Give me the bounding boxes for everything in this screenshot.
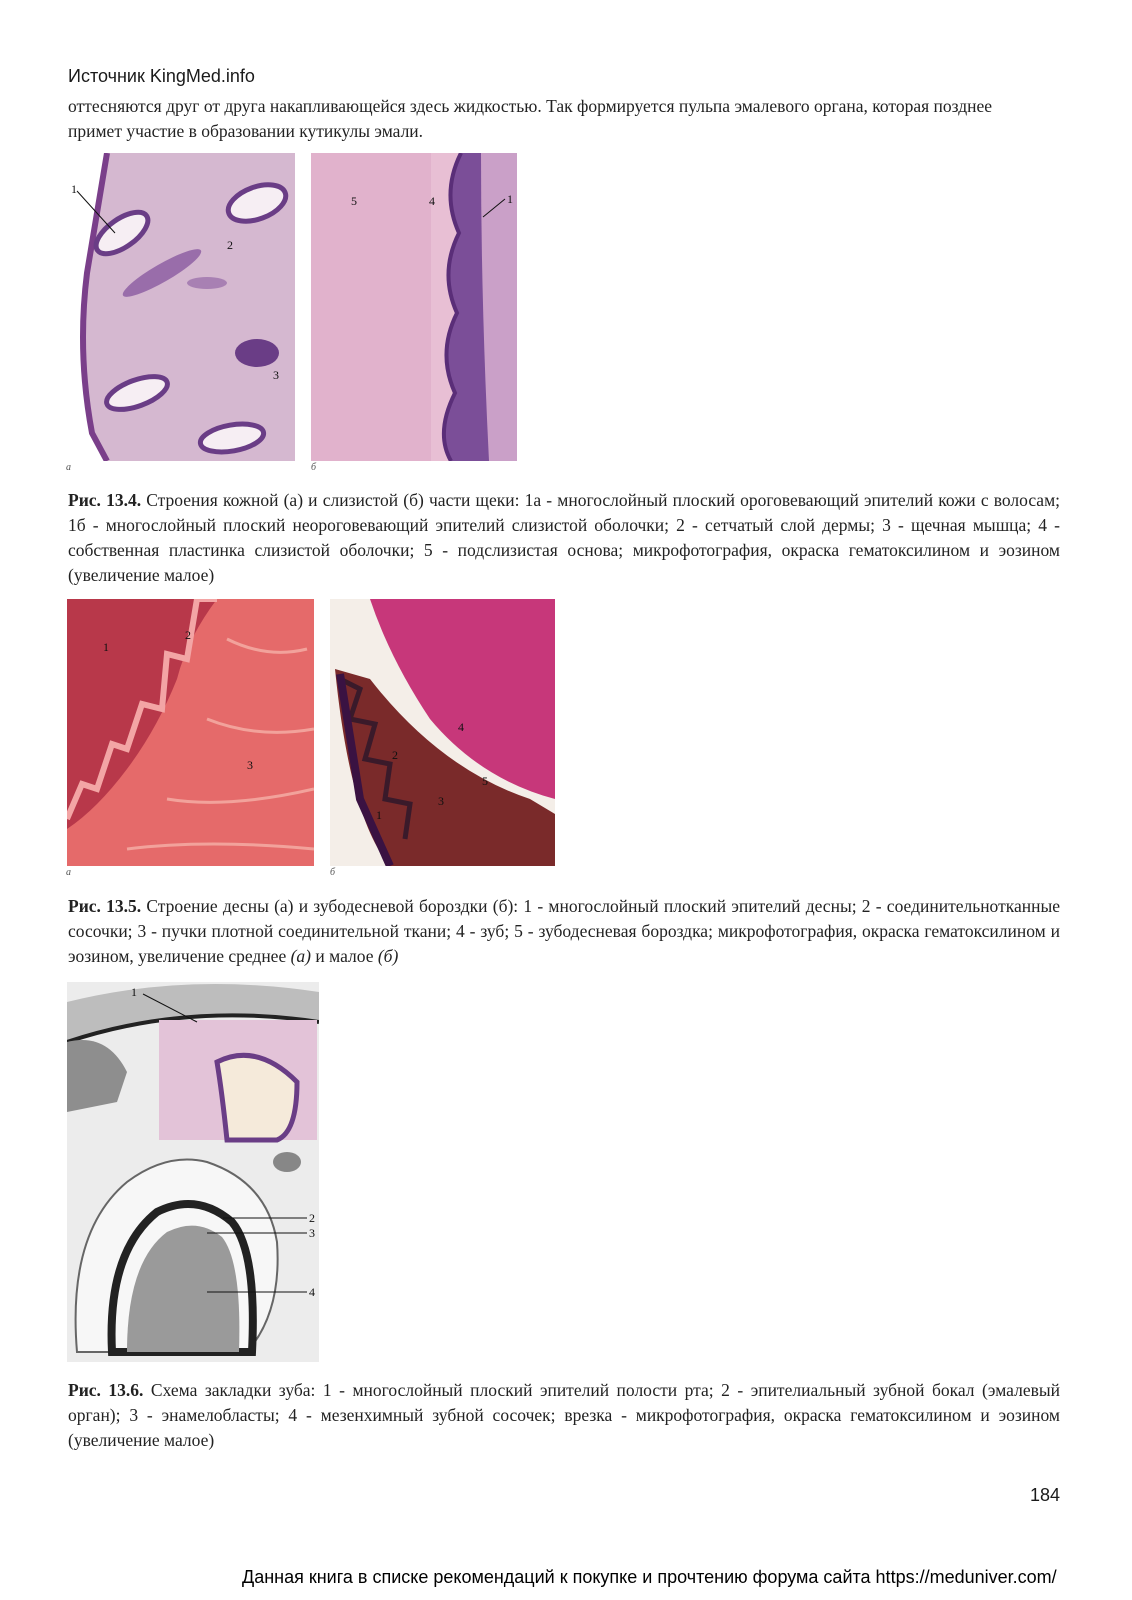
fig-13-4b-label-1: 1 — [507, 192, 513, 206]
fig-13-5b-sublabel: б — [330, 867, 336, 878]
fig-13-5a-label-1: 1 — [103, 640, 109, 654]
fig-13-5-caption-mid: и малое — [311, 946, 378, 966]
fig-13-6-label-1: 1 — [131, 985, 137, 999]
fig-13-5-caption-text: Строение десны (а) и зубодесневой бороздки (б): 1 - многослойный плоский эпителий десны; 2 - соединительнотканные сосочки; 3 - пучки плотной соединительной ткани; 4 - зуб; 5 - зубодесневая бороздка; микрофотография, окраска гематоксилином и эозином, увеличение среднее — [68, 896, 1060, 966]
fig-13-5a-label-2: 2 — [185, 628, 191, 642]
fig-13-6-caption-number: Рис. 13.6. — [68, 1380, 144, 1400]
intro-paragraph: оттесняются друг от друга накапливающейся здесь жидкостью. Так формируется пульпа эмалевого органа, которая позднее примет участие в образовании кутикулы эмали. — [68, 96, 993, 141]
fig-13-6-caption-text: Схема закладки зуба: 1 - многослойный плоский эпителий полости рта; 2 - эпителиальный зубной бокал (эмалевый орган); 3 - энамелобласты; 4 - мезенхимный зубной сосочек; врезка - микрофотография, окраска гематоксилином и эозином (увеличение малое) — [68, 1380, 1060, 1450]
fig-13-6-scheme — [67, 982, 319, 1362]
fig-13-5b-label-5: 5 — [482, 774, 488, 788]
fig-13-4a-label-2: 2 — [227, 238, 233, 252]
source-header: Источник KingMed.info — [68, 66, 255, 86]
page-number: 184 — [1030, 1485, 1061, 1505]
fig-13-4a-label-3: 3 — [273, 368, 279, 382]
fig-13-5-caption-b: (б) — [377, 946, 399, 966]
fig-13-4-caption-text: Строения кожной (а) и слизистой (б) части щеки: 1а - многослойный плоский ороговевающий эпителий кожи с волосам; 1б - многослойный плоский неороговевающий эпителий слизистой оболочки; 2 - сетчатый слой дермы; 3 - щечная мышца; 4 - собственная пластинка слизистой оболочки; 5 - подслизистая основа; микрофотография, окраска гематоксилином и эозином (увеличение малое) — [68, 490, 1060, 585]
fig-13-4-caption — [68, 488, 1060, 588]
fig-13-4b-label-5: 5 — [351, 194, 357, 208]
fig-13-6-label-3: 3 — [309, 1226, 315, 1240]
fig-13-5-caption-number: Рис. 13.5. — [68, 896, 142, 916]
fig-13-5-caption — [68, 894, 1060, 969]
fig-13-5-caption-a: (а) — [290, 946, 312, 966]
fig-13-4b-label-4: 4 — [429, 194, 435, 208]
fig-13-5b-label-1: 1 — [376, 808, 382, 822]
fig-13-5a-sublabel: а — [66, 867, 71, 878]
fig-13-5a-micrograph — [67, 599, 314, 866]
fig-13-4b-sublabel: б — [311, 462, 317, 473]
fig-13-5b-micrograph — [330, 599, 555, 866]
fig-13-4a-micrograph — [67, 153, 295, 461]
fig-13-5b-label-4: 4 — [458, 720, 464, 734]
fig-13-5a-label-3: 3 — [247, 758, 253, 772]
fig-13-5b-label-3: 3 — [438, 794, 444, 808]
footer-note: Данная книга в списке рекомендаций к покупке и прочтению форума сайта https://meduniver.com/ — [242, 1567, 1057, 1587]
fig-13-6-label-4: 4 — [309, 1285, 315, 1299]
fig-13-4a-sublabel: а — [66, 462, 71, 473]
fig-13-4-caption-number: Рис. 13.4. — [68, 490, 142, 510]
fig-13-6-label-2: 2 — [309, 1211, 315, 1225]
fig-13-5b-label-2: 2 — [392, 748, 398, 762]
fig-13-4a-label-1: 1 — [71, 182, 77, 196]
fig-13-4b-micrograph — [311, 153, 517, 461]
fig-13-6-caption — [68, 1378, 1060, 1453]
